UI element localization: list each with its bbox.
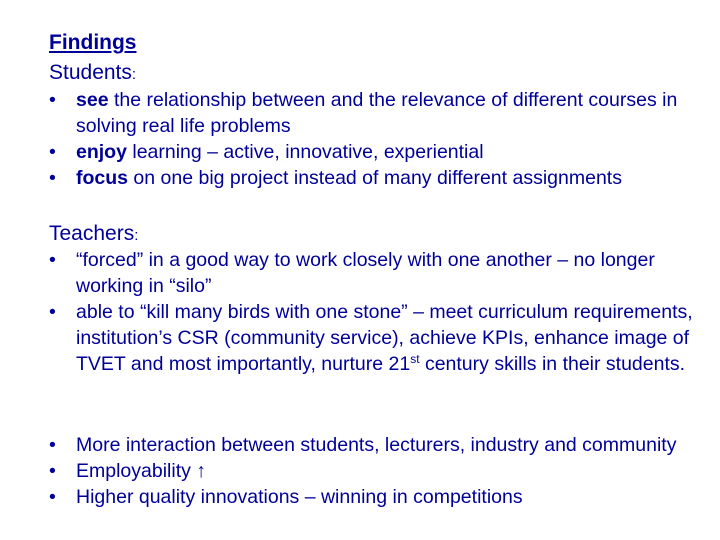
list-item xyxy=(49,484,709,510)
item-keyword: enjoy xyxy=(76,141,127,163)
item-text: Higher quality innovations – winning in competitions xyxy=(76,486,523,508)
list-item xyxy=(49,458,709,484)
page-title: Findings xyxy=(49,31,137,54)
outcomes-list xyxy=(49,432,709,510)
list-item xyxy=(49,299,709,377)
item-text: able to “kill many birds with one stone” – meet curriculum requirements, institution’s CSR (community service), achieve KPIs, enhance image of TVET and most importantly, nurture 21 xyxy=(76,301,693,375)
bullet: • xyxy=(49,141,56,163)
item-text-tail: century skills in their students. xyxy=(419,353,686,375)
item-text: More interaction between students, lecturers, industry and community xyxy=(76,434,677,456)
students-list xyxy=(49,87,709,191)
list-item xyxy=(49,247,709,299)
item-text: the relationship between and the relevance of different courses in solving real life problems xyxy=(76,89,678,137)
bullet: • xyxy=(49,249,56,271)
teachers-heading xyxy=(49,222,138,248)
item-keyword: focus xyxy=(76,167,129,189)
bullet: • xyxy=(49,486,56,508)
item-keyword: see xyxy=(76,89,109,111)
bullet: • xyxy=(49,434,56,456)
superscript: st xyxy=(410,352,420,366)
teachers-list xyxy=(49,247,709,377)
item-text: on one big project instead of many different assignments xyxy=(128,167,622,189)
arrow-up-icon: ↑ xyxy=(196,460,207,482)
item-text: learning – active, innovative, experiential xyxy=(126,141,484,163)
list-item xyxy=(49,165,709,191)
item-text: “forced” in a good way to work closely with one another – no longer working in “silo” xyxy=(76,249,655,297)
list-item xyxy=(49,139,709,165)
item-text: Employability xyxy=(76,460,197,482)
students-heading xyxy=(49,61,136,87)
bullet: • xyxy=(49,167,56,189)
bullet: • xyxy=(49,89,56,111)
teachers-colon: : xyxy=(134,227,139,244)
students-colon: : xyxy=(131,66,137,83)
bullet: • xyxy=(49,301,56,323)
students-label: Students xyxy=(49,61,132,84)
list-item xyxy=(49,87,709,139)
list-item xyxy=(49,432,709,458)
teachers-label: Teachers xyxy=(49,222,135,245)
bullet: • xyxy=(49,460,56,482)
